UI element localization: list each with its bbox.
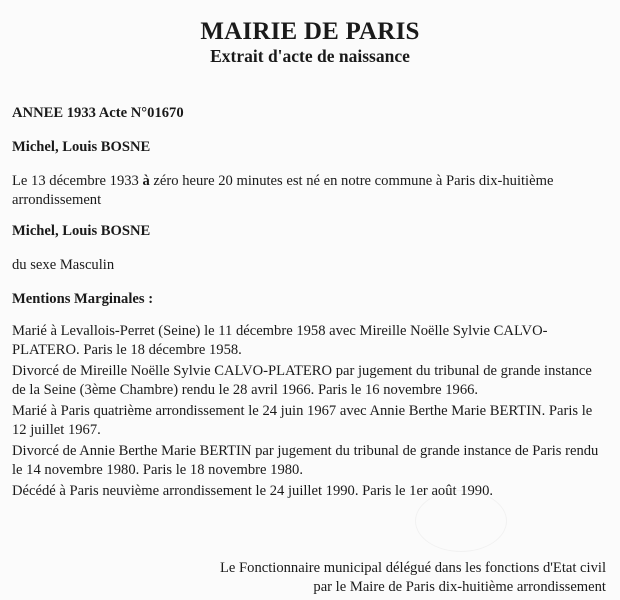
birth-text-pre: Le 13 décembre 1933 [12, 173, 143, 189]
mentions-heading: Mentions Marginales : [12, 291, 154, 307]
document-title: MAIRIE DE PARIS [200, 18, 420, 45]
mention-item: Décédé à Paris neuvième arrondissement le 24 juillet 1990. Paris le 1er août 1990. [12, 483, 494, 499]
mention-item: Divorcé de Mireille Noëlle Sylvie CALVO-PLATERO par jugement du tribunal de grande instance de la Seine (3ème Chambre) rendu le 28 avril 1966. Paris le 16 novembre 1966. [12, 363, 592, 398]
signature-block [220, 559, 606, 597]
birth-text-post: zéro heure 20 minutes est né en notre commune à Paris dix-huitième arrondissement [12, 173, 554, 208]
person-name-repeat: Michel, Louis BOSNE [12, 223, 151, 239]
person-name: Michel, Louis BOSNE [12, 139, 151, 155]
sex-statement: du sexe Masculin [12, 257, 115, 273]
birth-statement [12, 172, 602, 210]
act-reference: ANNEE 1933 Acte N°01670 [12, 105, 184, 121]
birth-text-bold: à [142, 173, 150, 189]
mention-item: Divorcé de Annie Berthe Marie BERTIN par jugement du tribunal de grande instance de Paris rendu le 14 novembre 1980. Paris le 18 novembre 1980. [12, 443, 599, 478]
official-stamp [415, 490, 507, 552]
signature-line-1: Le Fonctionnaire municipal délégué dans les fonctions d'Etat civil [219, 560, 606, 576]
mention-item: Marié à Paris quatrième arrondissement le 24 juin 1967 avec Annie Berthe Marie BERTIN. Paris le 12 juillet 1967. [12, 403, 593, 438]
signature-line-2: par le Maire de Paris dix-huitième arrondissement [313, 579, 606, 595]
mention-item: Marié à Levallois-Perret (Seine) le 11 décembre 1958 avec Mireille Noëlle Sylvie CALVO-PLATERO. Paris le 18 décembre 1958. [12, 323, 548, 358]
document-subtitle: Extrait d'acte de naissance [210, 46, 410, 66]
